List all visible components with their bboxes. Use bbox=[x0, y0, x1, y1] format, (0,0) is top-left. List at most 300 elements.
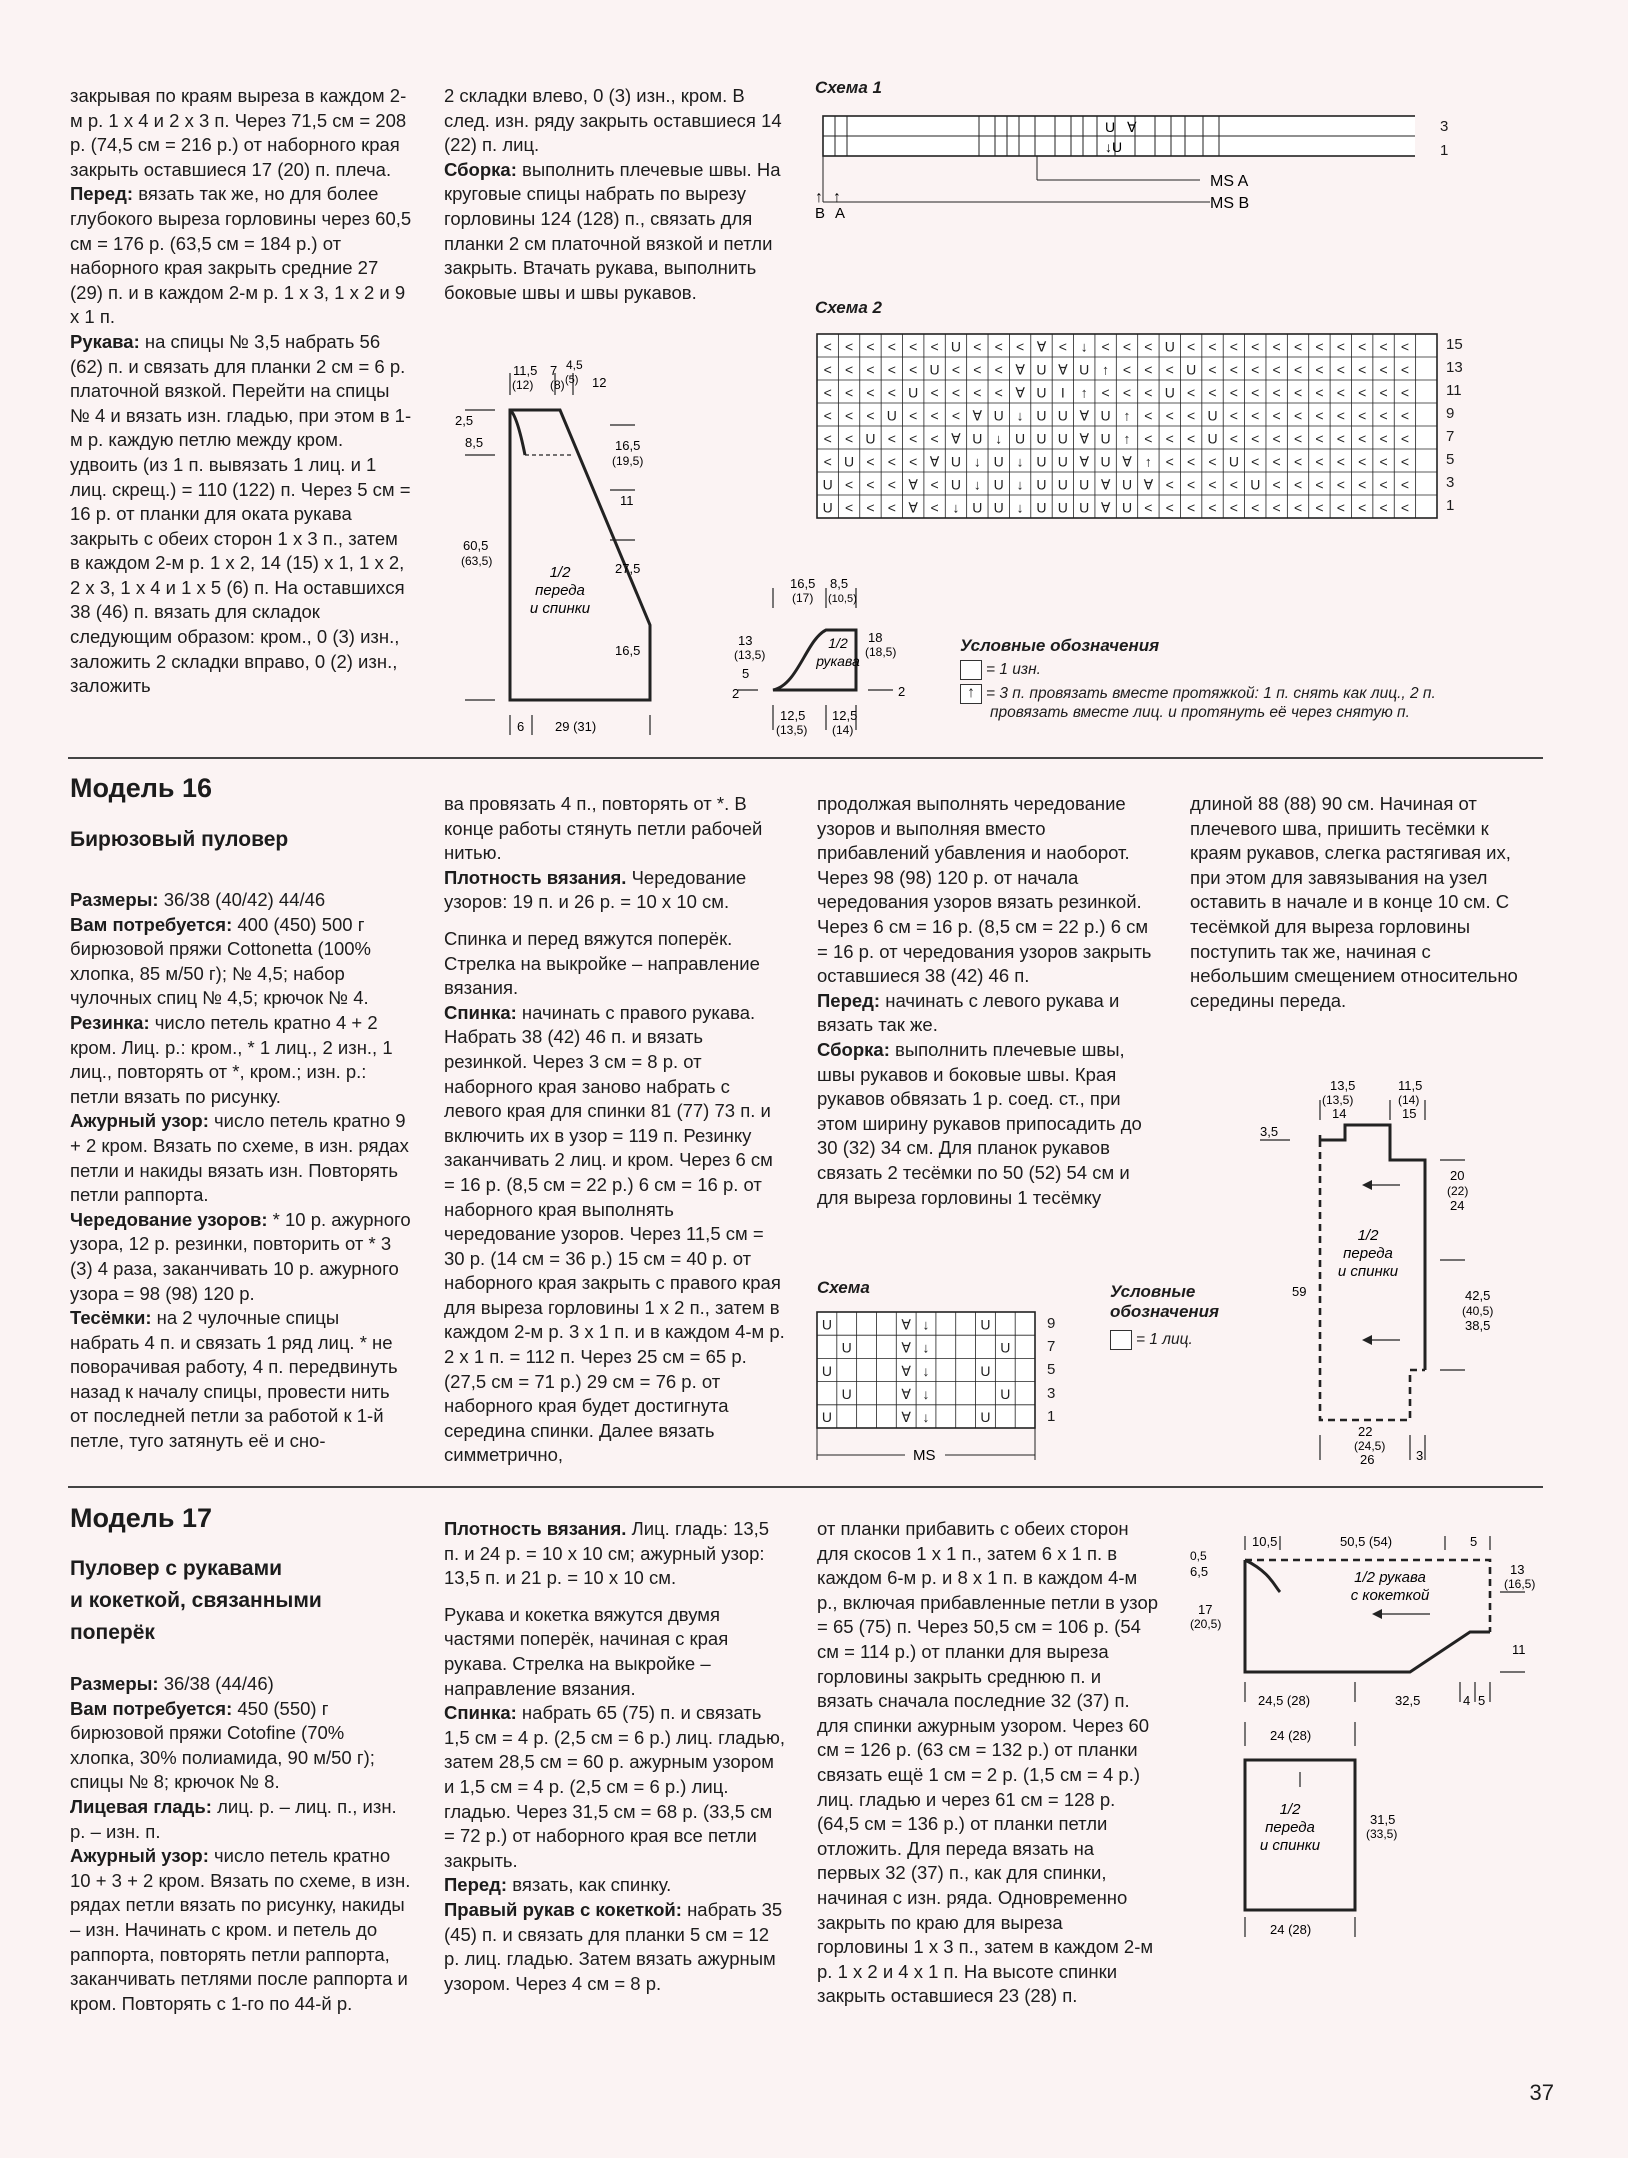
svg-text:(14): (14) bbox=[1398, 1093, 1420, 1107]
svg-text:31,5: 31,5 bbox=[1370, 1812, 1396, 1827]
svg-text:0,5: 0,5 bbox=[1190, 1549, 1207, 1563]
m17-col-1 bbox=[70, 1672, 412, 2016]
svg-text:16,5: 16,5 bbox=[615, 438, 641, 453]
svg-text:<: < bbox=[1272, 361, 1281, 378]
svg-text:(10,5): (10,5) bbox=[828, 593, 857, 605]
paragraph-heading: Тесёмки: bbox=[70, 1307, 152, 1329]
schema2-row-label: 7 bbox=[1446, 428, 1455, 445]
svg-text:U: U bbox=[1057, 430, 1068, 447]
paragraph-heading: Размеры: bbox=[70, 889, 159, 910]
svg-text:U: U bbox=[1121, 499, 1133, 516]
svg-text:24 (28): 24 (28) bbox=[1270, 1922, 1312, 1937]
svg-text:<: < bbox=[823, 430, 832, 447]
svg-text:<: < bbox=[909, 338, 918, 355]
paragraph bbox=[817, 1517, 1159, 2009]
paragraph-text: * 10 р. ажурного узора, 12 р. резинки, повторить от * 3 (3) 4 раза, заканчивать 10 р. ажурного узора = 98 (98) 120 р. bbox=[70, 1208, 411, 1304]
svg-text:<: < bbox=[844, 338, 854, 355]
m16-subtitle: Бирюзовый пуловер bbox=[70, 828, 289, 851]
paragraph-text: Лиц. гладь: 13,5 п. и 24 р. = 10 х 10 см; ажурный узор: 13,5 п. и 21 р. = 10 х 10 см. bbox=[444, 1518, 770, 1589]
m16-schema-row-label: 9 bbox=[1047, 1315, 1056, 1332]
svg-text:<: < bbox=[1315, 499, 1324, 516]
svg-text:<: < bbox=[1016, 338, 1025, 355]
paragraph-text: лиц. р. – лиц. п., изн. р. – изн. п. bbox=[70, 1795, 397, 1842]
m17-title: Модель 17 bbox=[70, 1503, 213, 1533]
svg-text:<: < bbox=[951, 407, 961, 424]
svg-text:U: U bbox=[1036, 476, 1047, 493]
m17-col-3 bbox=[817, 1517, 1159, 2009]
svg-text:<: < bbox=[1315, 430, 1324, 447]
svg-text:<: < bbox=[973, 338, 982, 355]
svg-text:<: < bbox=[951, 361, 961, 378]
svg-text:<: < bbox=[1165, 361, 1174, 378]
svg-text:U: U bbox=[886, 407, 897, 424]
svg-text:<: < bbox=[1208, 338, 1217, 355]
svg-text:<: < bbox=[1122, 338, 1132, 355]
svg-text:<: < bbox=[1229, 384, 1238, 401]
paragraph-heading: Спинка: bbox=[444, 1702, 517, 1724]
svg-text:<: < bbox=[844, 384, 854, 401]
svg-text:<: < bbox=[1358, 338, 1367, 355]
paragraph bbox=[70, 1109, 412, 1207]
svg-text:<: < bbox=[844, 361, 854, 378]
paragraph-text: 2 складки влево, 0 (3) изн., кром. В след. изн. ряду закрыть оставшиеся 14 (22) п. лиц. bbox=[444, 85, 782, 156]
svg-text:<: < bbox=[1379, 338, 1388, 355]
svg-text:<: < bbox=[1315, 407, 1324, 424]
svg-text:U: U bbox=[1079, 361, 1090, 378]
svg-text:<: < bbox=[1251, 453, 1260, 470]
svg-text:переда: переда bbox=[1343, 1245, 1393, 1262]
svg-text:<: < bbox=[1144, 384, 1153, 401]
svg-text:<: < bbox=[1400, 384, 1410, 401]
svg-text:U: U bbox=[844, 453, 855, 470]
svg-text:<: < bbox=[1400, 499, 1410, 516]
svg-text:U: U bbox=[993, 453, 1004, 470]
svg-text:<: < bbox=[1336, 338, 1345, 355]
schema2-row-label: 3 bbox=[1446, 474, 1455, 491]
svg-text:<: < bbox=[866, 384, 875, 401]
paragraph-text: 400 (450) 500 г бирюзовой пряжи Cottonetta (100% хлопка, 85 м/50 г); № 4,5; набор чулочных спиц № 4,5; крючок № 4. bbox=[70, 913, 371, 1009]
svg-text:U: U bbox=[1015, 430, 1026, 447]
svg-text:<: < bbox=[1187, 338, 1196, 355]
paragraph-text: набрать 65 (75) п. и связать 1,5 см = 4 р. (2,5 см = 6 р.) лиц. гладью, затем 28,5 см = 60 р. ажурным узором и 1,5 см = 4 р. (2,5 см = 6 р.) лиц. гладью. Через 31,5 см = 68 р. (33,5 см = 72 р.) от наборного края все петли закрыть. bbox=[444, 1702, 786, 1871]
svg-text:<: < bbox=[1144, 338, 1153, 355]
paragraph-heading: Сборка: bbox=[444, 158, 517, 180]
paragraph bbox=[444, 84, 788, 158]
svg-text:↓: ↓ bbox=[922, 1386, 930, 1402]
svg-text:U: U bbox=[1079, 499, 1090, 516]
svg-text:<: < bbox=[1379, 499, 1388, 516]
m16-title: Модель 16 bbox=[70, 773, 213, 803]
svg-text:U: U bbox=[865, 430, 876, 447]
svg-text:<: < bbox=[866, 499, 875, 516]
svg-text:<: < bbox=[887, 476, 896, 493]
svg-text:<: < bbox=[1144, 407, 1153, 424]
paragraph-heading: Правый рукав с кокеткой: bbox=[444, 1898, 682, 1920]
svg-text:16,5: 16,5 bbox=[790, 576, 816, 591]
svg-text:<: < bbox=[1336, 430, 1345, 447]
top-legend-title: Условные обозначения bbox=[960, 636, 1160, 655]
svg-text:<: < bbox=[1144, 430, 1153, 447]
paragraph-heading: Лицевая гладь: bbox=[70, 1795, 212, 1817]
svg-text:<: < bbox=[1358, 453, 1367, 470]
svg-text:U: U bbox=[980, 1362, 991, 1379]
svg-text:∀: ∀ bbox=[1079, 407, 1090, 424]
svg-text:<: < bbox=[823, 338, 832, 355]
svg-text:<: < bbox=[1208, 499, 1217, 516]
paragraph bbox=[817, 989, 1159, 1038]
svg-text:U: U bbox=[1036, 499, 1047, 516]
svg-text:↑: ↑ bbox=[815, 189, 823, 206]
svg-text:<: < bbox=[1272, 384, 1281, 401]
svg-text:<: < bbox=[1187, 453, 1196, 470]
svg-text:(16,5): (16,5) bbox=[1504, 1577, 1536, 1591]
m16-schema-row-label: 3 bbox=[1047, 1384, 1056, 1402]
svg-text:<: < bbox=[1293, 384, 1303, 401]
paragraph bbox=[70, 1672, 412, 1697]
svg-text:<: < bbox=[1336, 361, 1345, 378]
paragraph-text: закрывая по краям выреза в каждом 2-м р. 1 х 4 и 2 х 3 п. Через 71,5 см = 208 р. (74,5 см = 216 р.) от наборного края закрыть оставшиеся 17 (20) п. плеча. bbox=[70, 85, 407, 180]
svg-text:U: U bbox=[972, 430, 983, 447]
schema2-row-label: 1 bbox=[1446, 497, 1455, 514]
m16-legend-title-1: Условные bbox=[1110, 1282, 1196, 1301]
m16-schema-row-label: 7 bbox=[1047, 1338, 1056, 1356]
svg-text:U: U bbox=[1121, 476, 1133, 493]
svg-text:<: < bbox=[951, 384, 961, 401]
svg-text:(18,5): (18,5) bbox=[865, 645, 897, 659]
schema1-title: Схема 1 bbox=[815, 78, 882, 97]
paragraph-heading: Плотность вязания. bbox=[444, 1518, 627, 1539]
svg-text:3: 3 bbox=[1416, 1448, 1424, 1463]
svg-text:29 (31): 29 (31) bbox=[555, 719, 597, 734]
svg-text:<: < bbox=[1293, 499, 1303, 516]
paragraph-heading: Перед: bbox=[70, 183, 134, 205]
svg-text:U: U bbox=[1186, 361, 1197, 378]
divider-1 bbox=[68, 757, 1543, 759]
svg-text:U: U bbox=[972, 499, 983, 516]
svg-text:<: < bbox=[994, 361, 1003, 378]
svg-text:(19,5): (19,5) bbox=[612, 454, 644, 468]
paragraph-text: продолжая выполнять чередование узоров и выполняя вместо прибавлений убавления и наоборот. Через 98 (98) 120 р. от начала чередования узоров вязать резинкой. Через 6 см = 16 р. (8,5 см = 22 р.) 6 см = 16 р. от чередования узоров закрыть оставшиеся 38 (42) 46 п. bbox=[817, 793, 1152, 987]
svg-text:<: < bbox=[973, 361, 982, 378]
svg-text:(20,5): (20,5) bbox=[1190, 1617, 1222, 1631]
svg-text:∀: ∀ bbox=[972, 407, 983, 424]
svg-text:↑: ↑ bbox=[833, 189, 841, 206]
paragraph-text: набрать 35 (45) п. и связать для планки 5 см = 12 р. лиц. гладью. Затем вязать ажурным узором. Через 4 см = 8 р. bbox=[444, 1898, 783, 1994]
m16-legend-title-2: обозначения bbox=[1110, 1302, 1220, 1321]
svg-text:<: < bbox=[1358, 499, 1367, 516]
paragraph-text: вязать, как спинку. bbox=[507, 1874, 672, 1896]
paragraph-text: начинать с правого рукава. Набрать 38 (42) 46 п. и вязать резинкой. Через 3 см = 8 р. от наборного края заново набрать с левого края для спинки 81 (77) 73 п. и включить их в узор = 119 п. Резинку заканчивать 2 лиц. и кром. Через 6 см = 16 р. (8,5 см = 22 р.) 6 см = 16 р. от наборного края выполнять чередование узоров. Через 11,5 см = 30 р. (14 см = 36 р.) 15 см = 40 р. от наборного края закрыть с правого края для выреза горловины 1 х 2 п., затем в каждом 2-м р. 3 х 1 п. и в каждом 4-м р. 2 х 1 п. = 112 п. Через 25 см = 65 р. (27,5 см = 71 р.) 29 см = 76 р. от наборного края будет достигнута середина спинки. Далее вязать симметрично, bbox=[444, 1001, 785, 1466]
svg-text:<: < bbox=[823, 384, 832, 401]
svg-text:U: U bbox=[1036, 430, 1047, 447]
svg-text:<: < bbox=[1187, 384, 1196, 401]
paragraph-heading: Резинка: bbox=[70, 1011, 150, 1033]
schema2-grid bbox=[815, 332, 1445, 522]
svg-text:<: < bbox=[1336, 499, 1345, 516]
paragraph-heading: Спинка: bbox=[444, 1001, 517, 1023]
svg-text:<: < bbox=[1336, 453, 1345, 470]
schema1-row-1: 1 bbox=[1440, 142, 1449, 159]
svg-text:<: < bbox=[930, 407, 939, 424]
schema1-row-3: 3 bbox=[1440, 118, 1449, 135]
svg-text:U: U bbox=[1000, 1339, 1011, 1356]
paragraph bbox=[444, 1517, 788, 1591]
svg-text:<: < bbox=[866, 338, 875, 355]
svg-text:∀: ∀ bbox=[929, 453, 940, 470]
svg-text:U: U bbox=[841, 1386, 852, 1402]
svg-text:↓: ↓ bbox=[1016, 499, 1024, 516]
svg-text:∀: ∀ bbox=[1100, 499, 1111, 516]
svg-text:<: < bbox=[887, 384, 896, 401]
svg-text:<: < bbox=[1293, 361, 1303, 378]
paragraph bbox=[70, 330, 412, 699]
schema2-row-label: 15 bbox=[1446, 336, 1463, 353]
svg-text:переда: переда bbox=[535, 582, 585, 599]
m16-schema-title: Схема bbox=[817, 1278, 870, 1297]
svg-text:<: < bbox=[1208, 361, 1217, 378]
svg-text:U: U bbox=[1207, 430, 1218, 447]
svg-text:<: < bbox=[1272, 453, 1281, 470]
paragraph-heading: Перед: bbox=[444, 1874, 508, 1896]
svg-text:1/2: 1/2 bbox=[828, 635, 848, 651]
svg-text:<: < bbox=[1165, 499, 1174, 516]
svg-text:(13,5): (13,5) bbox=[1322, 1093, 1354, 1107]
svg-text:(63,5): (63,5) bbox=[461, 554, 493, 568]
svg-text:<: < bbox=[1272, 338, 1281, 355]
svg-text:U: U bbox=[950, 453, 962, 470]
svg-text:<: < bbox=[1208, 476, 1217, 493]
svg-text:↓: ↓ bbox=[922, 1362, 930, 1379]
paragraph-heading: Сборка: bbox=[817, 1038, 890, 1060]
svg-text:U: U bbox=[1036, 384, 1047, 401]
svg-text:5: 5 bbox=[742, 666, 750, 681]
svg-text:<: < bbox=[1336, 476, 1345, 493]
armhole-curve bbox=[510, 410, 525, 455]
svg-text:26: 26 bbox=[1360, 1452, 1375, 1467]
svg-text:<: < bbox=[909, 430, 918, 447]
svg-text:32,5: 32,5 bbox=[1395, 1693, 1421, 1708]
svg-text:<: < bbox=[1144, 499, 1153, 516]
paragraph-text: от планки прибавить с обеих сторон для скосов 1 х 1 п., затем 6 х 1 п. в каждом 6-м р. и 8 х 1 п. в каждом 4-м р., включая прибавленные петли в узор = 65 (75) п. Через 50,5 см = 106 р. (54 см = 114 р.) от планки для выреза горловины закрыть среднюю п. и вязать сначала последние 32 (37) п. для спинки ажурным узором. Через 60 см = 126 р. (63 см = 132 р.) от планки связать ещё 1 см = 2 р. (1,5 см = 4 р.) лиц. гладью и через 61 см = 128 р. (64,5 см = 136 р.) от планки петли отложить. Для переда вязать на первых 32 (37) п., как для спинки, начиная с изн. ряда. Одновременно закрыть по краю для выреза горловины 1 х 3 п., затем в каждом 2-м р. 1 х 2 и 4 х 1 п. На высоте спинки закрыть оставшиеся 23 (28) п. bbox=[817, 1518, 1159, 2007]
schema1-msb: MS B bbox=[1210, 195, 1250, 212]
svg-text:U: U bbox=[1057, 476, 1068, 493]
svg-text:(13,5): (13,5) bbox=[734, 648, 766, 662]
svg-text:<: < bbox=[1165, 476, 1174, 493]
paragraph bbox=[70, 913, 412, 1011]
svg-text:∀: ∀ bbox=[1079, 430, 1090, 447]
schema2-row-label: 13 bbox=[1446, 359, 1463, 376]
svg-text:(40,5): (40,5) bbox=[1462, 1304, 1494, 1318]
divider-2 bbox=[68, 1486, 1543, 1488]
svg-text:∀: ∀ bbox=[901, 1386, 911, 1402]
svg-text:↑: ↑ bbox=[1080, 384, 1088, 401]
m17-body-diagram bbox=[1230, 1712, 1410, 1942]
svg-text:24 (28): 24 (28) bbox=[1270, 1728, 1312, 1743]
svg-text:↑: ↑ bbox=[1144, 453, 1152, 470]
svg-text:38,5: 38,5 bbox=[1465, 1318, 1491, 1333]
svg-text:<: < bbox=[1229, 361, 1238, 378]
m16-legend bbox=[1110, 1282, 1219, 1350]
paragraph-text: Чередование узоров: 19 п. и 26 р. = 10 х 10 см. bbox=[444, 866, 747, 913]
paragraph-heading: Перед: bbox=[817, 989, 881, 1011]
paragraph-text: вязать так же, но для более глубокого выреза горловины через 60,5 см = 176 р. (63,5 см = 184 р.) от наборного края закрыть средние 27 (29) п. и в каждом 2-м р. 1 х 3, 1 х 2 и 9 х 1 п. bbox=[70, 183, 412, 328]
svg-text:U: U bbox=[822, 476, 833, 493]
schema1-msa: MS A bbox=[1210, 173, 1249, 190]
svg-text:↓: ↓ bbox=[1016, 453, 1024, 470]
svg-text:8,5: 8,5 bbox=[830, 576, 849, 591]
svg-text:↑: ↑ bbox=[1123, 407, 1131, 424]
svg-text:<: < bbox=[844, 407, 854, 424]
svg-text:<: < bbox=[1229, 338, 1238, 355]
svg-text:U: U bbox=[1100, 453, 1111, 470]
paragraph bbox=[444, 1701, 788, 1873]
svg-text:B: B bbox=[815, 205, 826, 220]
svg-text:<: < bbox=[1400, 407, 1410, 424]
svg-text:16,5: 16,5 bbox=[615, 643, 641, 658]
paragraph-heading: Вам потребуется: bbox=[70, 1697, 233, 1719]
svg-text:<: < bbox=[1336, 384, 1345, 401]
svg-text:∀: ∀ bbox=[901, 1316, 911, 1333]
svg-text:U: U bbox=[1164, 384, 1175, 401]
legend-purl: = 1 изн. bbox=[986, 661, 1041, 679]
m16-col-2 bbox=[444, 792, 788, 1468]
svg-text:∀: ∀ bbox=[1079, 453, 1090, 470]
svg-text:24,5 (28): 24,5 (28) bbox=[1258, 1693, 1311, 1708]
svg-text:U: U bbox=[1164, 338, 1175, 355]
svg-text:(13,5): (13,5) bbox=[776, 723, 808, 737]
svg-text:<: < bbox=[1358, 407, 1367, 424]
schema1-grid bbox=[815, 110, 1415, 220]
top-col-2 bbox=[444, 84, 788, 305]
svg-text:20: 20 bbox=[1450, 1168, 1465, 1183]
svg-text:<: < bbox=[1379, 430, 1388, 447]
svg-text:<: < bbox=[973, 384, 982, 401]
svg-text:U: U bbox=[1057, 453, 1068, 470]
svg-text:4: 4 bbox=[1463, 1693, 1471, 1708]
svg-text:<: < bbox=[930, 384, 939, 401]
svg-text:(14): (14) bbox=[832, 723, 854, 737]
svg-text:<: < bbox=[1293, 338, 1303, 355]
m16-col-1 bbox=[70, 888, 412, 1454]
svg-text:<: < bbox=[930, 430, 939, 447]
svg-text:<: < bbox=[866, 453, 875, 470]
svg-text:и спинки: и спинки bbox=[1337, 1263, 1399, 1280]
svg-text:<: < bbox=[1272, 430, 1281, 447]
svg-text:<: < bbox=[1165, 430, 1174, 447]
svg-text:<: < bbox=[1251, 499, 1260, 516]
svg-text:<: < bbox=[887, 430, 896, 447]
svg-text:A: A bbox=[835, 205, 846, 220]
schema2-row-label: 11 bbox=[1446, 382, 1462, 399]
svg-text:(12): (12) bbox=[512, 378, 534, 392]
svg-text:U: U bbox=[1000, 1386, 1011, 1402]
legend-dec-2: провязать вместе лиц. и протянуть её через снятую п. bbox=[990, 704, 1410, 721]
svg-text:59: 59 bbox=[1292, 1284, 1307, 1299]
svg-text:∀: ∀ bbox=[908, 499, 918, 516]
svg-text:↑: ↑ bbox=[1123, 430, 1131, 447]
svg-text:<: < bbox=[1122, 361, 1132, 378]
svg-text:<: < bbox=[1358, 384, 1367, 401]
paragraph bbox=[70, 1011, 412, 1109]
paragraph-text: длиной 88 (88) 90 см. Начиная от плечевого шва, пришить тесёмки к краям рукавов, слегка растягивая их, при этом для завязывания на узел оставить в начале и в конце 10 см. С тесёмкой для выреза горловины поступить так же, начиная с небольшим смещением относительно середины переда. bbox=[1190, 793, 1518, 1011]
paragraph bbox=[444, 1898, 788, 1996]
top-col-1 bbox=[70, 84, 412, 699]
svg-text:2: 2 bbox=[732, 686, 740, 701]
paragraph bbox=[70, 1844, 412, 2016]
paragraph bbox=[817, 1038, 1159, 1210]
svg-text:U: U bbox=[1207, 407, 1218, 424]
svg-text:<: < bbox=[1272, 499, 1281, 516]
svg-text:↓: ↓ bbox=[995, 430, 1003, 447]
svg-text:U: U bbox=[1105, 119, 1116, 135]
svg-text:6,5: 6,5 bbox=[1190, 1564, 1209, 1579]
paragraph-text: 36/38 (44/46) bbox=[158, 1673, 274, 1694]
svg-text:<: < bbox=[930, 338, 939, 355]
schema2-row-labels bbox=[1446, 333, 1463, 517]
paragraph bbox=[70, 1208, 412, 1306]
paragraph-text: Спинка и перед вяжутся поперёк. Стрелка на выкройке – направление вязания. bbox=[444, 927, 760, 999]
svg-text:(5): (5) bbox=[565, 374, 579, 386]
paragraph bbox=[70, 888, 412, 913]
paragraph bbox=[444, 1603, 788, 1701]
paragraph-text: начинать с левого рукава и вязать так же. bbox=[817, 989, 1120, 1036]
svg-text:<: < bbox=[1101, 338, 1110, 355]
svg-text:13,5: 13,5 bbox=[1330, 1078, 1356, 1093]
svg-text:↓: ↓ bbox=[922, 1339, 930, 1356]
svg-text:с кокеткой: с кокеткой bbox=[1350, 1587, 1430, 1604]
svg-text:∀: ∀ bbox=[1100, 476, 1111, 493]
m17-subtitle-1: Пуловер с рукавами bbox=[70, 1557, 283, 1580]
paragraph bbox=[1190, 792, 1532, 1013]
svg-text:U: U bbox=[993, 499, 1004, 516]
svg-text:13: 13 bbox=[738, 633, 753, 648]
svg-text:8,5: 8,5 bbox=[465, 435, 484, 450]
svg-text:<: < bbox=[1358, 361, 1367, 378]
svg-text:U: U bbox=[980, 1316, 991, 1333]
svg-text:2: 2 bbox=[898, 684, 906, 699]
legend-dec-1: = 3 п. провязать вместе протяжкой: 1 п. снять как лиц., 2 п. bbox=[986, 685, 1436, 703]
svg-text:1/2: 1/2 bbox=[549, 564, 571, 581]
svg-text:<: < bbox=[1251, 338, 1260, 355]
svg-text:<: < bbox=[1400, 476, 1410, 493]
paragraph bbox=[444, 792, 788, 866]
svg-text:(22): (22) bbox=[1447, 1184, 1469, 1198]
svg-text:∀: ∀ bbox=[1143, 476, 1154, 493]
paragraph bbox=[444, 866, 788, 915]
m16-schema-row-label: 5 bbox=[1047, 1361, 1056, 1379]
svg-text:<: < bbox=[844, 499, 854, 516]
svg-text:<: < bbox=[1315, 453, 1324, 470]
svg-text:<: < bbox=[1187, 407, 1196, 424]
paragraph-heading: Рукава: bbox=[70, 330, 140, 352]
paragraph bbox=[444, 158, 788, 306]
svg-text:<: < bbox=[1229, 476, 1238, 493]
svg-text:18: 18 bbox=[868, 630, 883, 645]
svg-text:<: < bbox=[1315, 384, 1324, 401]
svg-text:<: < bbox=[1315, 338, 1324, 355]
svg-text:U: U bbox=[841, 1339, 852, 1356]
svg-text:(8): (8) bbox=[550, 378, 565, 392]
paragraph-heading: Чередование узоров: bbox=[70, 1208, 268, 1230]
svg-text:<: < bbox=[1293, 476, 1303, 493]
m16-legend-knit: = 1 лиц. bbox=[1136, 1331, 1193, 1349]
svg-text:3,5: 3,5 bbox=[1260, 1124, 1279, 1139]
paragraph-text: число петель кратно 10 + 3 + 2 кром. Вязать по схеме, в изн. рядах петли вязать по рисунку, накиды – изн. Начинать с кром. и петель до раппорта, повторять петли раппорта, заканчивать петлями после раппорта и кром. Повторять с 1-го по 44-й р. bbox=[70, 1845, 411, 2014]
m17-sleeve-diagram bbox=[1190, 1532, 1540, 1712]
top-body-diagram bbox=[455, 355, 685, 740]
paragraph-heading: Ажурный узор: bbox=[70, 1110, 209, 1132]
svg-text:<: < bbox=[1272, 476, 1281, 493]
